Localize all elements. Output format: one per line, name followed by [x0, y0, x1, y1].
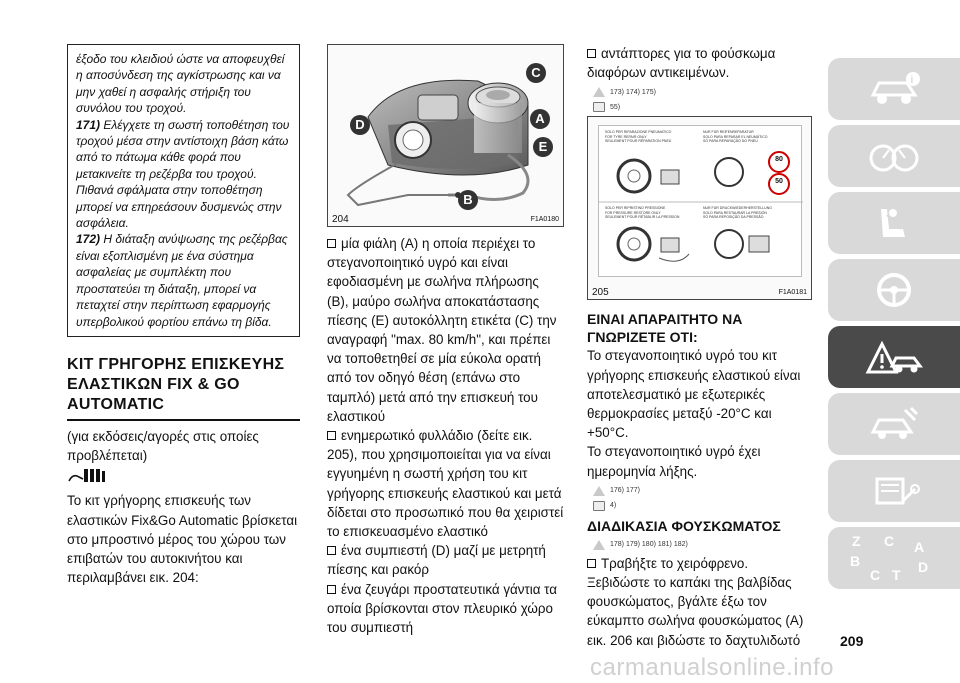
leaflet-panel: SOLO PER RIPRISTINO PRESSIONE FOR PRESSURE RESTORE ONLY SEULEMENT POUR RÉTABLIR LA PRESSION [605, 206, 680, 220]
svg-text:C: C [870, 567, 881, 583]
column-right [587, 44, 812, 650]
tab-maintenance[interactable] [828, 393, 960, 455]
checkbox-bullet-icon [587, 559, 596, 568]
checkbox-bullet-icon [587, 49, 596, 58]
safety-seat-icon [867, 203, 921, 243]
figure-number: 205 [592, 287, 609, 299]
warning-item-171 [76, 117, 291, 232]
reference-numbers: 55) [610, 103, 621, 111]
leaflet-panel: SOLO PER RIPARAZIONE PNEUMATICO FOR TYRE REPAIR ONLY SEULEMENT POUR RÉPARATION PNEU [605, 130, 672, 144]
tab-dashboard[interactable] [828, 125, 960, 187]
heading-important: ΕΙΝΑΙ ΑΠΑΡΑΙΤΗΤΟ ΝΑ ΓΝΩΡΙΖΕΤΕ ΟΤΙ: [587, 311, 743, 346]
list-item-text: ένα συμπιεστή (D) μαζί με μετρητή πίεσης και ρακόρ [327, 543, 546, 578]
leaflet-panel: NUR FÜR REIFENREPARATUR SOLO PARA REPARAR EL NEUMÁTICO SÓ PARA REPARAÇÃO DO PNEU [703, 130, 768, 144]
figure-number: 204 [332, 214, 349, 225]
list-item [327, 580, 564, 638]
note-icon [593, 501, 605, 511]
warning-box [67, 44, 300, 337]
section-title: ΚΙΤ ΓΡΗΓΟΡΗΣ ΕΠΙΣΚΕΥΗΣ ΕΛΑΣΤΙΚΩΝ FIX & GO AUTOMATIC [67, 355, 300, 421]
svg-text:B: B [850, 553, 861, 569]
reference-numbers: 178) 179) 180) 181) 182) [610, 541, 688, 549]
warning-text: Η διάταξη ανύψωσης της ρεζέρβας είναι εξοπλισμένη με ένα σύστημα ασφαλείας με συμπλέκτη που προστατεύει τη διάταξη, μπορεί να πεταχτεί στην περίπτωση εφαρμογής υπερβολικού φορτίου επάνω τη βίδα. [76, 232, 288, 329]
checkbox-bullet-icon [327, 239, 336, 248]
warning-reference [593, 87, 812, 97]
list-item-text: ένα ζευγάρι προστατευτικά γάντια τα οποία βρίσκονται στον πλευρικό χώρο του συμπιεστή [327, 581, 558, 636]
list-item [327, 234, 564, 426]
figure-caption [328, 212, 563, 226]
paragraph: Ξεβιδώστε το καπάκι της βαλβίδας φουσκώματος, βγάλτε έξω τον εύκαμπτο σωλήνα φουσκώματος (A) εικ. 206 και βιδώστε το δαχτυλιδωτό [587, 575, 804, 648]
chapter-tabs [828, 58, 960, 594]
reference-numbers: 4) [610, 502, 617, 510]
tab-safety[interactable] [828, 192, 960, 254]
starting-driving-icon [867, 270, 921, 310]
list-item [327, 426, 564, 541]
speed-sign-text: 50 [775, 178, 783, 186]
kit-description: Το κιτ γρήγορης επισκευής των ελαστικών Fix&Go Automatic βρίσκεται στο μπροστινό μέρος του χώρου των επιβατών του αυτοκινήτου και περιλαμβάνει εικ. 204: [67, 493, 298, 586]
svg-text:i: i [910, 75, 914, 86]
checkbox-bullet-icon [327, 431, 336, 440]
list-item [587, 554, 812, 573]
page-number: 209 [840, 633, 864, 649]
warning-reference [593, 486, 812, 496]
specifications-icon [867, 471, 921, 511]
leaflet-drawings [599, 126, 803, 278]
figure-204 [327, 44, 564, 227]
warning-number: 172) [76, 232, 101, 247]
svg-text:D: D [918, 559, 929, 575]
tab-emergency[interactable] [828, 326, 960, 388]
callout-a: A [530, 109, 550, 129]
intro-text: (για εκδόσεις/αγορές στις οποίες προβλέπεται) [67, 428, 259, 464]
reference-numbers: 173) 174) 175) [610, 88, 656, 96]
warning-number: 171) [76, 117, 101, 132]
tab-specifications[interactable] [828, 460, 960, 522]
list-item-text: μία φιάλη (A) η οποία περιέχει το στεγανοποιητικό υγρό και είναι εφοδιασμένη με σωλήνα πλήρωσης (B), μαύρο σωλήνα αποκατάστασης πίεσης (E) αυτοκόλλητη ετικέτα (C) την αναγραφή "max. 80 km/h", και πρέπει να τοποθετηθεί σε μία εύκολα ορατή από τον οδηγό θέση (επάνω στο ταμπλό) μετά από την επισκευή του ελαστικού [327, 236, 557, 424]
list-item-text: Τραβήξτε το χειρόφρενο. [601, 555, 749, 571]
leaflet-panel: NUR FÜR DRUCKWIEDERHERSTELLUNG SOLO PARA RESTAURAR LA PRESIÓN SÓ PARA REPOSIÇÃO DA PRESSÃO [703, 206, 773, 220]
car-info-icon [867, 69, 921, 109]
maintenance-icon [867, 404, 921, 444]
warning-item-172 [76, 231, 291, 329]
column-left [67, 44, 300, 587]
tab-starting-driving[interactable] [828, 259, 960, 321]
figure-code: F1A0180 [530, 216, 559, 223]
list-item-text: αντάπτορες για το φούσκωμα διαφόρων αντικειμένων. [587, 46, 776, 81]
tab-index[interactable] [828, 527, 960, 589]
warning-triangle-icon [593, 486, 605, 496]
callout-b: B [458, 190, 478, 210]
callout-c: C [526, 63, 546, 83]
figure-205 [587, 116, 812, 300]
leaflet-illustration [598, 125, 802, 277]
svg-text:A: A [914, 539, 925, 555]
paragraph: Το στεγανοποιητικό υγρό έχει ημερομηνία λήξης. [587, 444, 761, 479]
warning-triangle-icon [593, 87, 605, 97]
tab-car-info[interactable] [828, 58, 960, 120]
svg-text:C: C [884, 533, 895, 549]
checkbox-bullet-icon [327, 585, 336, 594]
callout-e: E [533, 137, 553, 157]
list-item-text: ενημερωτικό φυλλάδιο (δείτε εικ. 205), που χρησιμοποιείται για να είναι εγγυημένη η σωστή χρήση του κιτ γρήγορης επισκευής ελαστικού και μετά δίδεται στο προσωπικό που θα χειριστεί το επισκευασμένο ελαστικό [327, 428, 564, 540]
column-middle [327, 44, 564, 637]
warning-triangle-icon [593, 540, 605, 550]
note-reference [593, 102, 812, 112]
heading-inflation-procedure: ΔΙΑΔΙΚΑΣΙΑ ΦΟΥΣΚΩΜΑΤΟΣ [587, 517, 781, 534]
checkbox-bullet-icon [327, 546, 336, 555]
warning-reference [593, 540, 812, 550]
callout-d: D [350, 115, 370, 135]
warning-text: Ελέγχετε τη σωστή τοποθέτηση του τροχού μέσα στην αντίστοιχη βάση κάτω από το πάτωμα κάθε φορά που μετακινείτε τη ρεζέρβα του τροχού. Πιθανά σφάλματα στην τοποθέτηση μπορεί να επηρεάσουν δυσμενώς στην ασφάλεια. [76, 117, 290, 231]
emergency-icon [864, 336, 924, 378]
hand-book-icon [67, 467, 300, 489]
warning-continuation: έξοδο του κλειδιού ώστε να αποφευχθεί η αποσύνδεση της αγκίστρωσης και να μην χαθεί η ασφαλής στήριξη του συνόλου του τροχού. [76, 52, 285, 116]
svg-text:T: T [892, 567, 901, 583]
dashboard-icon [867, 136, 921, 176]
figure-caption [588, 285, 811, 299]
paragraph: Το στεγανοποιητικό υγρό του κιτ γρήγορης επισκευής ελαστικού είναι αποτελεσματικό με εξωτερικές θερμοκρασίες μεταξύ -20°C και +50°C. [587, 348, 801, 441]
svg-text:Z: Z [852, 533, 861, 549]
reference-numbers: 176) 177) [610, 487, 640, 495]
note-reference [593, 501, 812, 511]
note-icon [593, 102, 605, 112]
index-icon [844, 530, 944, 586]
watermark: carmanualsonline.info [590, 654, 834, 681]
list-item [587, 44, 812, 82]
list-item [327, 541, 564, 579]
speed-sign-text: 80 [775, 156, 783, 164]
figure-code: F1A0181 [778, 289, 807, 297]
